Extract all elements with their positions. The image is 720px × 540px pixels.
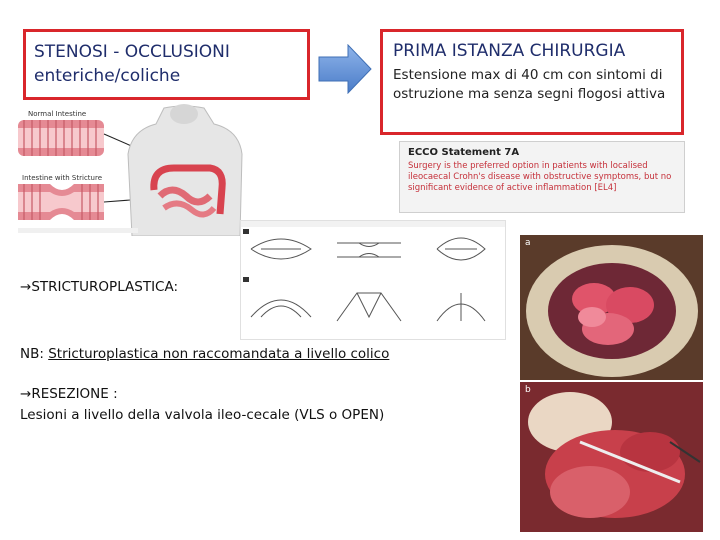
stricturoplastica-label: STRICTUROPLASTICA: <box>31 279 179 295</box>
intestine-anatomy-illustration <box>14 104 254 236</box>
left-title-box <box>23 29 310 100</box>
ecco-statement-card <box>399 141 685 213</box>
label-intestine-stricture: Intestine with Stricture <box>22 174 103 182</box>
surgical-photo-b <box>520 382 703 532</box>
right-arrow-icon <box>318 44 372 94</box>
left-title-line1: STENOSI - OCCLUSIONI <box>34 42 230 62</box>
right-arrow-icon: → <box>20 386 32 402</box>
nb-prefix: NB: <box>20 346 49 362</box>
photo-a-label: a <box>525 238 531 248</box>
right-body: Estensione max di 40 cm con sintomi di ostruzione ma senza segni flogosi attiva <box>393 67 666 102</box>
lesioni-line: Lesioni a livello della valvola ileo-cecale (VLS o OPEN) <box>20 407 385 423</box>
surgical-photo-a <box>520 235 703 380</box>
resezione-line <box>20 386 118 402</box>
stricturoplasty-diagram <box>240 220 506 340</box>
right-title: PRIMA ISTANZA CHIRURGIA <box>393 41 626 61</box>
right-arrow-icon: → <box>20 279 32 295</box>
left-title-line2: enteriche/coliche <box>34 66 181 86</box>
stricturoplastica-line <box>20 279 178 295</box>
photo-b-label: b <box>525 385 531 395</box>
resezione-label: RESEZIONE : <box>31 386 118 402</box>
right-title-box <box>380 29 684 135</box>
nb-underlined-text: Stricturoplastica non raccomandata a livello colico <box>48 346 390 362</box>
ecco-title: ECCO Statement 7A <box>408 147 520 158</box>
label-normal-intestine: Normal Intestine <box>28 110 87 118</box>
ecco-text: Surgery is the preferred option in patients with localised ileocaecal Crohn's disease with obstructive symptoms, but no significant evidence of active inflammation [EL4] <box>408 161 672 193</box>
nb-line <box>20 346 389 362</box>
